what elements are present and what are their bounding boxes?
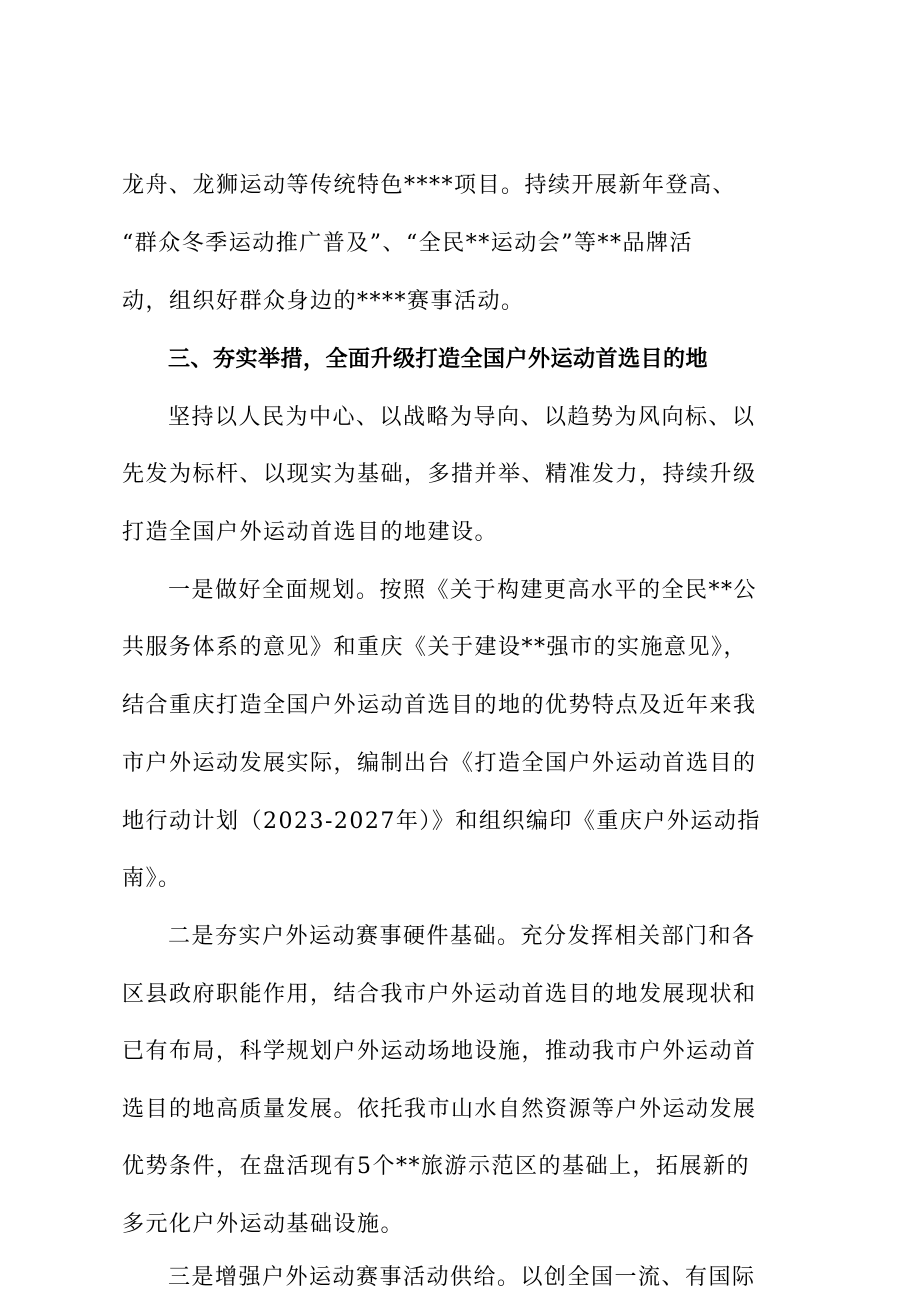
paragraph-3-line-1: 一是做好全面规划。按照《关于构建更高水平的全民**公 — [168, 578, 758, 603]
paragraph-4-line-1: 二是夯实户外运动赛事硬件基础。充分发挥相关部门和各 — [168, 924, 756, 949]
paragraph-4-line-4: 选目的地高质量发展。依托我市山水自然资源等户外运动发展 — [122, 1097, 757, 1122]
paragraph-1-line-1: 龙舟、龙狮运动等传统特色****项目。持续开展新年登高、 — [122, 173, 737, 198]
paragraph-3-line-4: 市户外运动发展实际，编制出台《打造全国户外运动首选目的 — [122, 751, 757, 776]
paragraph-2-line-3: 打造全国户外运动首选目的地建设。 — [122, 520, 499, 545]
paragraph-2-line-1: 坚持以人民为中心、以战略为导向、以趋势为风向标、以 — [168, 405, 756, 430]
paragraph-1-line-3: 动，组织好群众身边的****赛事活动。 — [122, 289, 525, 314]
section-heading: 三、夯实举措，全面升级打造全国户外运动首选目的地 — [168, 347, 709, 372]
paragraph-2-line-2: 先发为标杆、以现实为基础，多措并举、精准发力，持续升级 — [122, 462, 757, 487]
paragraph-4-line-6: 多元化户外运动基础设施。 — [122, 1212, 405, 1237]
paragraph-4-line-5: 优势条件，在盘活现有5个**旅游示范区的基础上，拓展新的 — [122, 1154, 750, 1179]
paragraph-4-line-2: 区县政府职能作用，结合我市户外运动首选目的地发展现状和 — [122, 982, 757, 1007]
paragraph-5-line-1: 三是增强户外运动赛事活动供给。以创全国一流、有国际 — [168, 1265, 756, 1290]
paragraph-3-line-5: 地行动计划（2023-2027年）》和组织编印《重庆户外运动指 — [122, 809, 761, 834]
paragraph-4-line-3: 已有布局，科学规划户外运动场地设施，推动我市户外运动首 — [122, 1039, 757, 1064]
paragraph-1-line-2: “群众冬季运动推广普及”、“全民**运动会”等**品牌活 — [122, 231, 693, 256]
paragraph-3-line-3: 结合重庆打造全国户外运动首选目的地的优势特点及近年来我 — [122, 693, 757, 718]
paragraph-3-line-2: 共服务体系的意见》和重庆《关于建设**强市的实施意见》， — [122, 635, 748, 660]
paragraph-3-line-6: 南》。 — [122, 866, 182, 891]
